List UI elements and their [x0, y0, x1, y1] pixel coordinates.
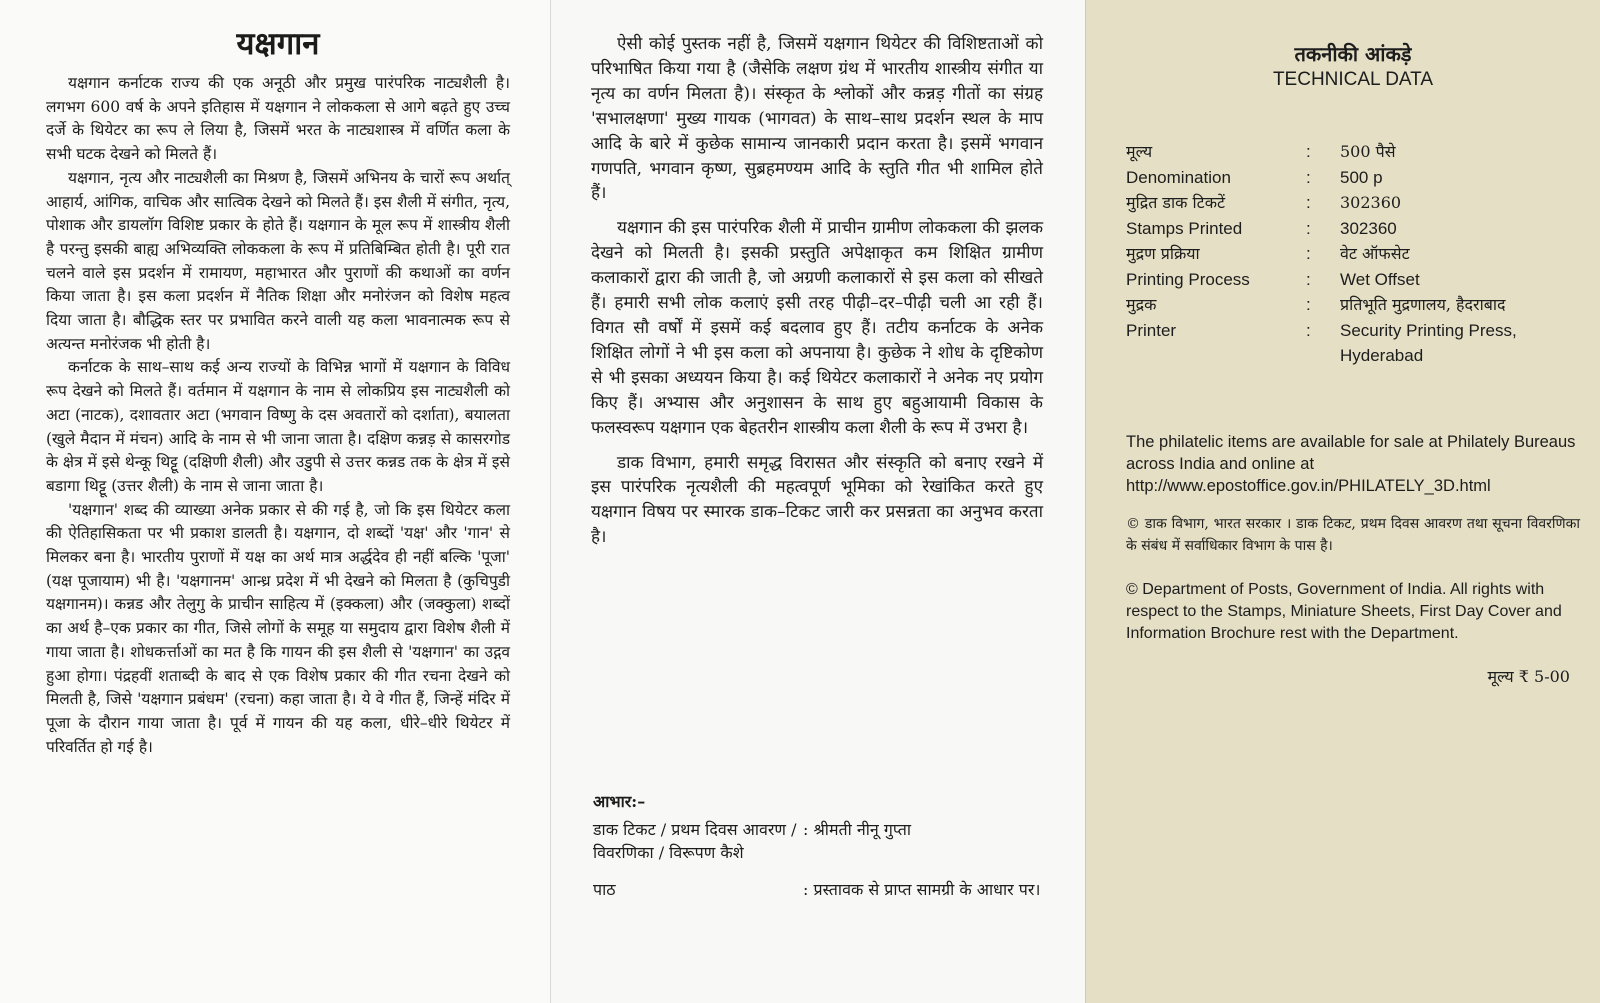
credits-value: : प्रस्तावक से प्राप्त सामग्री के आधार पर। — [803, 880, 1041, 899]
credits-label: डाक टिकट / प्रथम दिवस आवरण / विवरणिका / विरूपण कैशे — [593, 820, 797, 862]
technical-data-row — [1126, 318, 1580, 369]
technical-data-row — [1126, 139, 1580, 165]
article-title: यक्षगान — [236, 26, 320, 62]
credits-block — [593, 790, 1043, 915]
technical-data-value: प्रतिभूति मुद्रणालय, हैदराबाद — [1340, 295, 1506, 314]
technical-data-row — [1126, 267, 1580, 293]
middle-panel — [550, 0, 1085, 1003]
technical-data-value: वेट ऑफसेट — [1340, 244, 1410, 263]
middle-paragraph: ऐसी कोई पुस्तक नहीं है, जिसमें यक्षगान थियेटर की विशिष्टताओं को परिभाषित किया गया है (जैसेकि लक्षण ग्रंथ में भारतीय शास्त्रीय संगीत या नृत्य का वर्णन मिलता है)। संस्कृत के श्लोकों और कन्नड़ गीतों का संग्रह 'सभालक्षणा' मुख्य गायक (भागवत) के साथ–साथ प्रदर्शन स्थल के माप आदि के बारे में कुछेक सामान्य जानकारी प्रदान करता है। इसमें भगवान गणपति, भगवान कृष्ण, सुब्रहमण्यम आदि के स्तुति गीत भी शामिल होते हैं। — [591, 34, 1043, 204]
technical-data-label: मूल्य — [1126, 142, 1153, 161]
technical-data-value: 302360 — [1340, 218, 1397, 238]
technical-data-label: मुद्रण प्रक्रिया — [1126, 244, 1200, 263]
technical-data-value: Wet Offset — [1340, 269, 1420, 289]
technical-data-colon: : — [1306, 295, 1311, 314]
technical-data-title-hindi: तकनीकी आंकड़े — [1294, 42, 1412, 66]
technical-data-value: Security Printing Press, Hyderabad — [1340, 320, 1517, 365]
technical-data-colon: : — [1306, 193, 1311, 212]
technical-data-colon: : — [1306, 218, 1311, 238]
technical-data-label: Stamps Printed — [1126, 218, 1243, 238]
right-panel — [1085, 0, 1600, 1003]
technical-data-label: Printer — [1126, 320, 1177, 340]
price-label: मूल्य ₹ 5-00 — [1487, 666, 1570, 686]
copyright-english: © Department of Posts, Government of India. All rights with respect to the Stamps, Miniature Sheets, First Day Cover and Information Brochure rest with the Department. — [1126, 580, 1562, 642]
technical-data-row — [1126, 190, 1580, 216]
left-paragraph: यक्षगान कर्नाटक राज्य की एक अनूठी और प्रमुख पारंपरिक नाट्यशैली है। लगभग 600 वर्ष के अपने इतिहास में यक्षगान ने लोककला से आगे बढ़ते हुए उच्च दर्जे के थियेटर का रूप ले लिया है, जिसमें भरत के नाट्यशास्त्र में वर्णित कला के सभी घटक देखने को मिलते हैं। — [46, 74, 510, 164]
technical-data-row — [1126, 241, 1580, 267]
credits-value: : श्रीमती नीनू गुप्ता — [803, 820, 912, 839]
copyright-hindi: © डाक विभाग, भारत सरकार । डाक टिकट, प्रथम दिवस आवरण तथा सूचना विवरणिका के संबंध में सर्वाधिकार विभाग के पास है। — [1126, 515, 1580, 554]
middle-paragraph: डाक विभाग, हमारी समृद्ध विरासत और संस्कृति को बनाए रखने में इस पारंपरिक नृत्यशैली की महत्वपूर्ण भूमिका को रेखांकित करते हुए यक्षगान विषय पर स्मारक डाक–टिकट जारी कर प्रसन्नता का अनुभव करता है। — [591, 452, 1043, 548]
technical-data-label: Denomination — [1126, 167, 1231, 187]
availability-note: The philatelic items are available for sale at Philately Bureaus across India and online at http://www.epostoffice.gov.in/PHILATELY_3D.html — [1126, 432, 1576, 495]
credits-row — [593, 878, 1043, 901]
technical-data-value: 500 p — [1340, 167, 1383, 187]
technical-data-colon: : — [1306, 269, 1311, 289]
technical-data-label: मुद्रक — [1126, 295, 1157, 314]
technical-data-title: TECHNICAL DATA — [1272, 69, 1434, 90]
technical-data-value: 500 पैसे — [1340, 142, 1396, 161]
technical-data-colon: : — [1306, 320, 1311, 340]
credits-row — [593, 818, 1043, 864]
credits-label: पाठ — [593, 880, 616, 899]
technical-data-value: 302360 — [1340, 193, 1402, 212]
left-paragraph: 'यक्षगान' शब्द की व्याख्या अनेक प्रकार से की गई है, जो कि इस थियेटर कला की ऐतिहासिकता पर भी प्रकाश डालती है। यक्षगान, दो शब्दों 'यक्ष' और 'गान' से मिलकर बना है। भारतीय पुराणों में यक्ष का अर्थ मात्र अर्द्धदेव ही नहीं बल्कि 'पूजा' (यक्ष पूजायाम) भी है। 'यक्षगानम' आन्ध्र प्रदेश में भी देखने को मिलता है (कुचिपुडी यक्षगानम)। कन्नड और तेलुगु के प्राचीन साहित्य में (इक्कला) और (जक्कुला) शब्दों का अर्थ है–एक प्रकार का गीत, जिसे लोगों के समूह या समुदाय द्वारा विशेष शैली में गाया जाता है। शोधकर्त्ताओं का मत है कि गायन की इस शैली से 'यक्षगान' का उद्गव हुआ होगा। पंद्रहवीं शताब्दी के बाद से एक विशेष प्रकार की गीत रचना देखने को मिलती है, जिसे 'यक्षगान प्रबंधम' (रचना) कहा जाता है। ये वे गीत हैं, जिन्हें मंदिर में पूजा के दौरान गाया जाता है। पूर्व में गायन की यह कला, धीरे–धीरे थियेटर में परिवर्तित हो गई है। — [46, 500, 510, 756]
technical-data-colon: : — [1306, 167, 1311, 187]
credits-heading: आभार:– — [593, 792, 646, 811]
technical-data-row — [1126, 216, 1580, 242]
technical-data-colon: : — [1306, 244, 1311, 263]
technical-data-colon: : — [1306, 142, 1311, 161]
left-paragraph: यक्षगान, नृत्य और नाट्यशैली का मिश्रण है, जिसमें अभिनय के चारों रूप अर्थात् आहार्य, आंगिक, वाचिक और सात्विक देखने को मिलते हैं। इस शैली में संगीत, नृत्य, पोशाक और डायलॉग विशिष्ट प्रकार के होते हैं। यक्षगान के मूल रूप में शास्त्रीय शैली है परन्तु इसकी बाह्य अभिव्यक्ति लोककला के रूप में प्रतिबिम्बित होती है। पूरी रात चलने वाले इस प्रदर्शन में रामायण, महाभारत और पुराणों की कथाओं का वर्णन किया जाता है। इस कला प्रदर्शन में नैतिक शिक्षा और मनोरंजन को विशेष महत्व दिया जाता है। बौद्धिक स्तर पर प्रभावित करने वाली यह कला भावनात्मक रूप से अत्यन्त मनोरंजक भी होती है। — [46, 168, 510, 353]
technical-data-row — [1126, 165, 1580, 191]
technical-data-table — [1126, 139, 1580, 369]
technical-data-label: Printing Process — [1126, 269, 1250, 289]
technical-data-label: मुद्रित डाक टिकटें — [1126, 193, 1226, 212]
left-panel — [0, 0, 550, 1003]
left-paragraph: कर्नाटक के साथ–साथ कई अन्य राज्यों के विभिन्न भागों में यक्षगान के विविध रूप देखने को मिलते हैं। वर्तमान में यक्षगान के नाम से लोकप्रिय इस नाट्यशैली को अटा (नाटक), दशावतार अटा (भगवान विष्णु के दस अवतारों को दर्शाता), बयालता (खुले मैदान में मंचन) आदि के नाम से भी जाना जाता है। दक्षिण कन्नड़ से कासरगोड के क्षेत्र में इसे थेन्कू थिट्टू (दक्षिणी शैली) और उडुपी से उत्तर कन्नड तक के क्षेत्र में इसे बडागा थिट्टू (उत्तर शैली) के नाम से जाना जाता है। — [46, 358, 510, 495]
technical-data-header — [1126, 40, 1580, 91]
middle-paragraph: यक्षगान की इस पारंपरिक शैली में प्राचीन ग्रामीण लोककला की झलक देखने को मिलती है। इसकी प्रस्तुति अपेक्षाकृत कम शिक्षित ग्रामीण कलाकारों द्वारा की जाती है, जो अग्रणी कलाकारों से इस कला को सीखते हैं। हमारी सभी लोक कलाएं इसी तरह पीढ़ी–दर–पीढ़ी चली आ रही हैं। विगत सौ वर्षों में इसमें कई बदलाव हुए हैं। तटीय कर्नाटक के अनेक शिक्षित लोगों ने भी इस कला को अपनाया है। कुछेक ने शोध के दृष्टिकोण से भी इसका अध्ययन किया है। कई थियेटर कलाकारों ने अनेक नए प्रयोग किए हैं। अभ्यास और अनुशासन के साथ हुए बहुआयामी विकास के फलस्वरूप यक्षगान एक बेहतरीन शास्त्रीय कला शैली के रूप में उभरा है। — [591, 218, 1043, 438]
technical-data-row — [1126, 292, 1580, 318]
